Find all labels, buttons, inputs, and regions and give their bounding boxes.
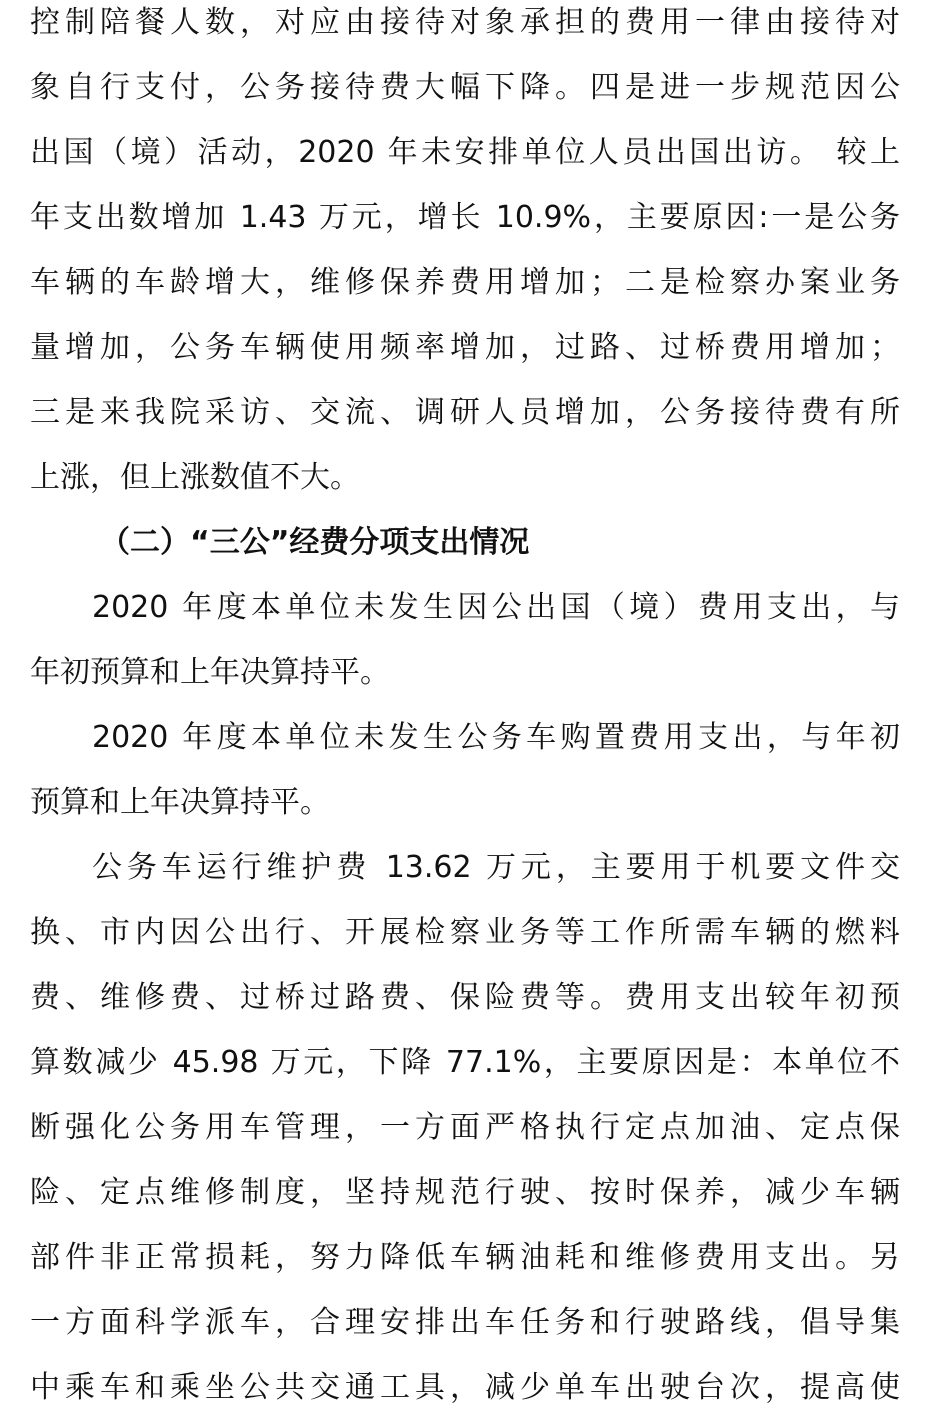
text-line: 算数减少 45.98 万元，下降 77.1%，主要原因是：本单位不 [30,1045,900,1080]
text-line: 出国（境）活动，2020 年未安排单位人员出国出访。 较上 [30,135,900,170]
text-line: 车辆的车龄增大，维修保养费用增加；二是检察办案业务 [30,265,900,300]
text-line: 换、市内因公出行、开展检察业务等工作所需车辆的燃料 [30,915,900,950]
text-line: 一方面科学派车，合理安排出车任务和行驶路线，倡导集 [30,1305,900,1340]
section-heading: （二）“三公”经费分项支出情况 [100,525,530,560]
text-line: 断强化公务用车管理，一方面严格执行定点加油、定点保 [30,1110,900,1145]
text-line: 中乘车和乘坐公共交通工具，减少单车出驶台次，提高使 [30,1370,900,1405]
paragraph-first-line: 2020 年度本单位未发生公务车购置费用支出，与年初 [92,720,900,755]
text-line: 部件非正常损耗，努力降低车辆油耗和维修费用支出。另 [30,1240,900,1275]
paragraph-end-line: 预算和上年决算持平。 [30,785,330,820]
text-line: 险、定点维修制度，坚持规范行驶、按时保养，减少车辆 [30,1175,900,1210]
text-line: 年支出数增加 1.43 万元，增长 10.9%，主要原因:一是公务 [30,200,900,235]
text-line: 控制陪餐人数，对应由接待对象承担的费用一律由接待对 [30,5,900,40]
text-line: 费、维修费、过桥过路费、保险费等。费用支出较年初预 [30,980,900,1015]
text-line: 量增加，公务车辆使用频率增加，过路、过桥费用增加； [30,330,900,365]
paragraph-end-line: 上涨，但上涨数值不大。 [30,460,360,495]
paragraph-first-line: 2020 年度本单位未发生因公出国（境）费用支出，与 [92,590,900,625]
paragraph-first-line: 公务车运行维护费 13.62 万元，主要用于机要文件交 [92,850,900,885]
paragraph-end-line: 年初预算和上年决算持平。 [30,655,390,690]
text-line: 象自行支付，公务接待费大幅下降。四是进一步规范因公 [30,70,900,105]
text-line: 三是来我院采访、交流、调研人员增加，公务接待费有所 [30,395,900,430]
